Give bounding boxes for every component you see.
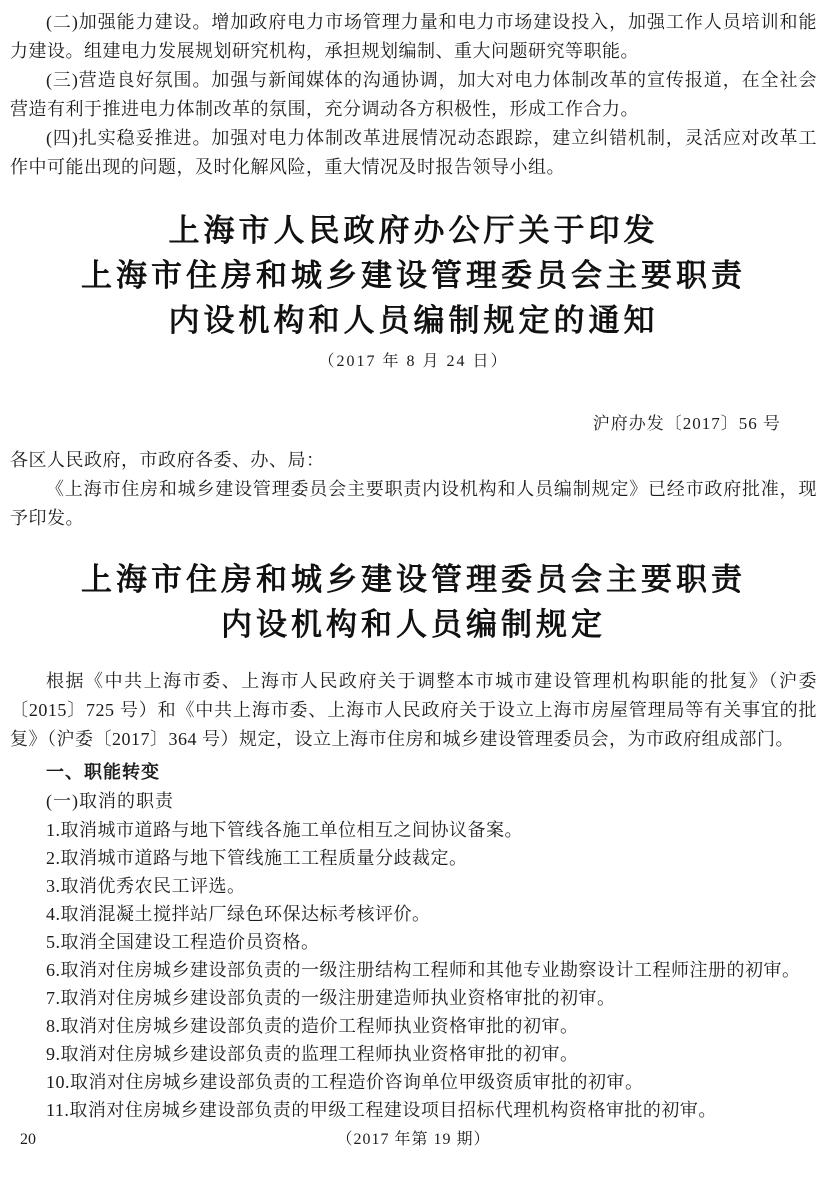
paragraph-steady-advance: (四)扎实稳妥推进。加强对电力体制改革进展情况动态跟踪，建立纠错机制，灵活应对改革工作中可能出现的问题，及时化解风险，重大情况及时报告领导小组。 <box>10 128 817 177</box>
list-item: 10.取消对住房城乡建设部负责的工程造价咨询单位甲级资质审批的初审。 <box>46 1072 644 1092</box>
notice-title-line-3: 内设机构和人员编制规定的通知 <box>168 303 659 338</box>
list-item: 5.取消全国建设工程造价员资格。 <box>46 932 320 952</box>
notice-title-line-2: 上海市住房和城乡建设管理委员会主要职责 <box>81 258 746 293</box>
list-item: 6.取消对住房城乡建设部负责的一级注册结构工程师和其他专业勘察设计工程师注册的初审。 <box>46 960 801 980</box>
page-number: 20 <box>20 1131 36 1148</box>
list-item: 2.取消城市道路与地下管线施工工程质量分歧裁定。 <box>46 848 468 868</box>
cancelled-duties-list <box>10 816 817 1124</box>
list-item: 3.取消优秀农民工评选。 <box>46 876 246 896</box>
regulation-title-line-1: 上海市住房和城乡建设管理委员会主要职责 <box>81 562 746 597</box>
regulation-title-block <box>10 557 817 647</box>
list-item: 9.取消对住房城乡建设部负责的监理工程师执业资格审批的初审。 <box>46 1044 579 1064</box>
page-footer <box>0 1128 827 1152</box>
paragraph-atmosphere: (三)营造良好氛围。加强与新闻媒体的沟通协调，加大对电力体制改革的宣传报道，在全社会营造有利于推进电力体制改革的氛围，充分调动各方积极性，形成工作合力。 <box>10 70 817 119</box>
notice-title-block <box>10 208 817 373</box>
regulation-title-line-2: 内设机构和人员编制规定 <box>221 607 606 642</box>
list-item: 4.取消混凝土搅拌站厂绿色环保达标考核评价。 <box>46 904 431 924</box>
notice-date: （2017 年 8 月 24 日） <box>318 353 509 370</box>
preceding-article-section <box>10 8 817 182</box>
notice-body-paragraph: 《上海市住房和城乡建设管理委员会主要职责内设机构和人员编制规定》已经市政府批准，现予印发。 <box>10 479 817 528</box>
notice-title-line-1: 上海市人民政府办公厅关于印发 <box>168 213 659 248</box>
list-item: 8.取消对住房城乡建设部负责的造价工程师执业资格审批的初审。 <box>46 1016 579 1036</box>
list-item: 1.取消城市道路与地下管线各施工单位相互之间协议备案。 <box>46 820 523 840</box>
notice-salutation: 各区人民政府，市政府各委、办、局： <box>10 450 325 470</box>
document-number: 沪府办发〔2017〕56 号 <box>592 414 781 433</box>
paragraph-capacity-building: (二)加强能力建设。增加政府电力市场管理力量和电力市场建设投入，加强工作人员培训和能力建设。组建电力发展规划研究机构，承担规划编制、重大问题研究等职能。 <box>10 12 817 61</box>
list-item: 7.取消对住房城乡建设部负责的一级注册建造师执业资格审批的初审。 <box>46 988 616 1008</box>
list-item: 11.取消对住房城乡建设部负责的甲级工程建设项目招标代理机构资格审批的初审。 <box>46 1100 717 1120</box>
subsection-heading-cancelled-duties: (一)取消的职责 <box>46 791 174 811</box>
regulation-basis-paragraph: 根据《中共上海市委、上海市人民政府关于调整本市城市建设管理机构职能的批复》（沪委〔2015〕725 号）和《中共上海市委、上海市人民政府关于设立上海市房屋管理局等有关事宜的批复》（沪委〔2017〕364 号）规定，设立上海市住房和城乡建设管理委员会，为市政府组成部门。 <box>10 671 817 749</box>
issue-label: （2017 年第 19 期） <box>336 1131 491 1148</box>
section-heading-function-transformation: 一、职能转变 <box>46 762 160 782</box>
